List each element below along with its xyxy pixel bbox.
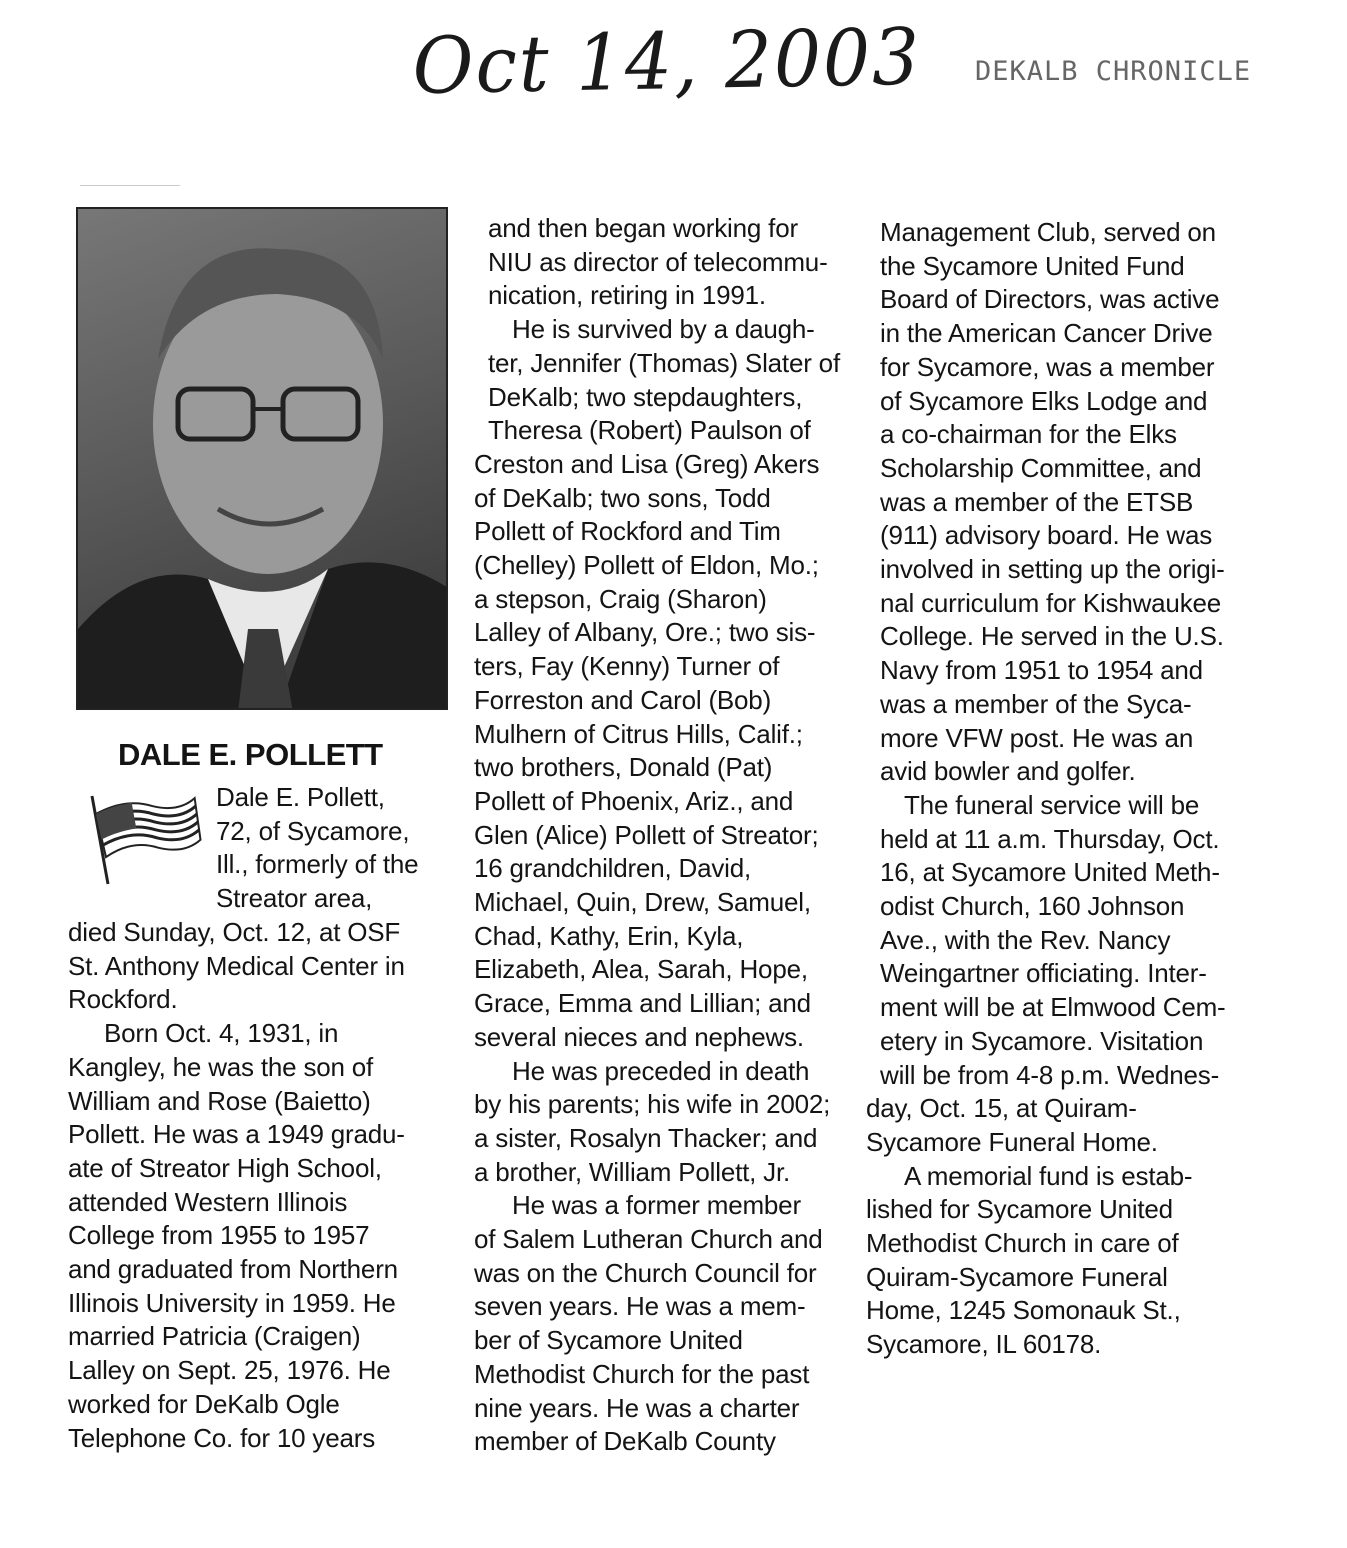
text-line: Pollett. He was a 1949 gradu- bbox=[68, 1119, 405, 1150]
text-line: College from 1955 to 1957 bbox=[68, 1220, 370, 1251]
text-line: will be from 4-8 p.m. Wednes- bbox=[880, 1059, 1220, 1090]
text-line: 16, at Sycamore United Meth- bbox=[880, 857, 1220, 888]
text-line: etery in Sycamore. Visitation bbox=[880, 1025, 1204, 1056]
text-line: He was a former member bbox=[512, 1190, 801, 1221]
text-line: was a member of the ETSB bbox=[880, 486, 1194, 517]
text-line: (911) advisory board. He was bbox=[880, 520, 1213, 551]
text-line: nication, retiring in 1991. bbox=[488, 280, 766, 311]
text-line: more VFW post. He was an bbox=[880, 722, 1194, 753]
text-line: The funeral service will be bbox=[904, 789, 1200, 820]
text-line: DeKalb; two stepdaughters, bbox=[488, 381, 803, 412]
text-line: seven years. He was a mem- bbox=[474, 1291, 806, 1322]
text-line: Methodist Church in care of bbox=[866, 1228, 1179, 1258]
text-line: College. He served in the U.S. bbox=[880, 621, 1224, 652]
text-line: was on the Church Council for bbox=[474, 1257, 817, 1288]
text-line: a sister, Rosalyn Thacker; and bbox=[474, 1122, 818, 1153]
text-line: nine years. He was a charter bbox=[474, 1392, 800, 1423]
text-line: and graduated from Northern bbox=[68, 1254, 398, 1284]
text-line: Management Club, served on bbox=[880, 217, 1216, 247]
text-line: Quiram-Sycamore Funeral bbox=[866, 1261, 1168, 1292]
text-line: ter, Jennifer (Thomas) Slater of bbox=[488, 347, 840, 378]
text-line: of Salem Lutheran Church and bbox=[474, 1224, 823, 1254]
text-line: ber of Sycamore United bbox=[474, 1325, 743, 1356]
text-line: Theresa (Robert) Paulson of bbox=[488, 415, 811, 446]
text-line: was a member of the Syca- bbox=[880, 688, 1192, 719]
text-line: NIU as director of telecommu- bbox=[488, 246, 828, 277]
text-line: Lalley on Sept. 25, 1976. He bbox=[68, 1355, 391, 1386]
text-line: Pollett of Phoenix, Ariz., and bbox=[474, 785, 794, 816]
scan-mark bbox=[80, 185, 180, 186]
text-line: a stepson, Craig (Sharon) bbox=[474, 583, 767, 614]
text-line: Mulhern of Citrus Hills, Calif.; bbox=[474, 718, 803, 749]
american-flag-icon bbox=[80, 786, 205, 886]
text-line: Board of Directors, was active bbox=[880, 284, 1220, 315]
text-line: Illinois University in 1959. He bbox=[68, 1287, 396, 1318]
text-line: Lalley of Albany, Ore.; two sis- bbox=[474, 617, 816, 648]
text-line: Pollett of Rockford and Tim bbox=[474, 516, 781, 547]
text-line: of DeKalb; two sons, Todd bbox=[474, 482, 771, 513]
text-line: Glen (Alice) Pollett of Streator; bbox=[474, 819, 819, 850]
text-line: died Sunday, Oct. 12, at OSF bbox=[68, 917, 401, 947]
text-line: Streator area, bbox=[216, 883, 373, 914]
text-line: Kangley, he was the son of bbox=[68, 1051, 374, 1082]
text-line: Creston and Lisa (Greg) Akers bbox=[474, 448, 820, 479]
text-line: He was preceded in death bbox=[512, 1055, 810, 1086]
text-line: Methodist Church for the past bbox=[474, 1358, 810, 1389]
text-line: lished for Sycamore United bbox=[866, 1194, 1173, 1225]
text-line: Born Oct. 4, 1931, in bbox=[104, 1018, 339, 1049]
text-line: member of DeKalb County bbox=[474, 1426, 776, 1457]
text-line: Grace, Emma and Lillian; and bbox=[474, 988, 811, 1019]
text-line: married Patricia (Craigen) bbox=[68, 1321, 361, 1352]
portrait-photo bbox=[76, 207, 448, 710]
text-line: several nieces and nephews. bbox=[474, 1021, 804, 1052]
text-line: Michael, Quin, Drew, Samuel, bbox=[474, 887, 811, 917]
text-line: Dale E. Pollett, bbox=[216, 782, 385, 812]
text-line: a brother, William Pollett, Jr. bbox=[474, 1156, 791, 1187]
text-line: attended Western Illinois bbox=[68, 1186, 348, 1217]
text-line: the Sycamore United Fund bbox=[880, 250, 1185, 281]
text-line: and then began working for bbox=[488, 213, 798, 243]
text-line: Ill., formerly of the bbox=[216, 849, 419, 880]
text-line: Forreston and Carol (Bob) bbox=[474, 684, 772, 715]
text-line: Elizabeth, Alea, Sarah, Hope, bbox=[474, 954, 808, 985]
text-line: a co-chairman for the Elks bbox=[880, 419, 1177, 450]
text-line: Weingartner officiating. Inter- bbox=[880, 958, 1207, 989]
text-line: ters, Fay (Kenny) Turner of bbox=[474, 651, 780, 682]
text-line: odist Church, 160 Johnson bbox=[880, 891, 1185, 921]
text-line: avid bowler and golfer. bbox=[880, 756, 1136, 787]
text-line: Home, 1245 Somonauk St., bbox=[866, 1295, 1181, 1326]
text-line: Rockford. bbox=[68, 984, 178, 1015]
text-line: involved in setting up the origi- bbox=[880, 554, 1225, 584]
text-line: ment will be at Elmwood Cem- bbox=[880, 992, 1226, 1023]
text-line: for Sycamore, was a member bbox=[880, 351, 1215, 382]
text-line: day, Oct. 15, at Quiram- bbox=[866, 1093, 1137, 1124]
text-line: Telephone Co. for 10 years bbox=[68, 1422, 375, 1453]
text-line: ate of Streator High School, bbox=[68, 1152, 382, 1183]
text-line: 72, of Sycamore, bbox=[216, 815, 410, 846]
text-line: Navy from 1951 to 1954 and bbox=[880, 655, 1203, 686]
text-line: by his parents; his wife in 2002; bbox=[474, 1089, 831, 1120]
text-line: Scholarship Committee, and bbox=[880, 452, 1202, 483]
handwritten-date: Oct 14, 2003 bbox=[412, 12, 922, 112]
text-line: held at 11 a.m. Thursday, Oct. bbox=[880, 823, 1220, 854]
text-line: nal curriculum for Kishwaukee bbox=[880, 587, 1222, 618]
text-line: two brothers, Donald (Pat) bbox=[474, 752, 773, 783]
text-line: Sycamore Funeral Home. bbox=[866, 1126, 1158, 1157]
text-line: A memorial fund is estab- bbox=[904, 1160, 1193, 1191]
text-line: He is survived by a daugh- bbox=[512, 314, 815, 345]
text-line: William and Rose (Baietto) bbox=[68, 1085, 371, 1116]
text-line: in the American Cancer Drive bbox=[880, 318, 1213, 349]
text-line: (Chelley) Pollett of Eldon, Mo.; bbox=[474, 550, 819, 580]
text-line: Sycamore, IL 60178. bbox=[866, 1329, 1102, 1360]
text-line: St. Anthony Medical Center in bbox=[68, 950, 405, 981]
text-line: worked for DeKalb Ogle bbox=[68, 1388, 340, 1419]
text-line: of Sycamore Elks Lodge and bbox=[880, 385, 1208, 416]
newspaper-masthead: DEKALB CHRONICLE bbox=[975, 56, 1252, 87]
obituary-name: DALE E. POLLETT bbox=[118, 737, 383, 772]
text-line: Ave., with the Rev. Nancy bbox=[880, 924, 1171, 955]
text-line: Chad, Kathy, Erin, Kyla, bbox=[474, 920, 744, 951]
text-line: 16 grandchildren, David, bbox=[474, 853, 752, 884]
